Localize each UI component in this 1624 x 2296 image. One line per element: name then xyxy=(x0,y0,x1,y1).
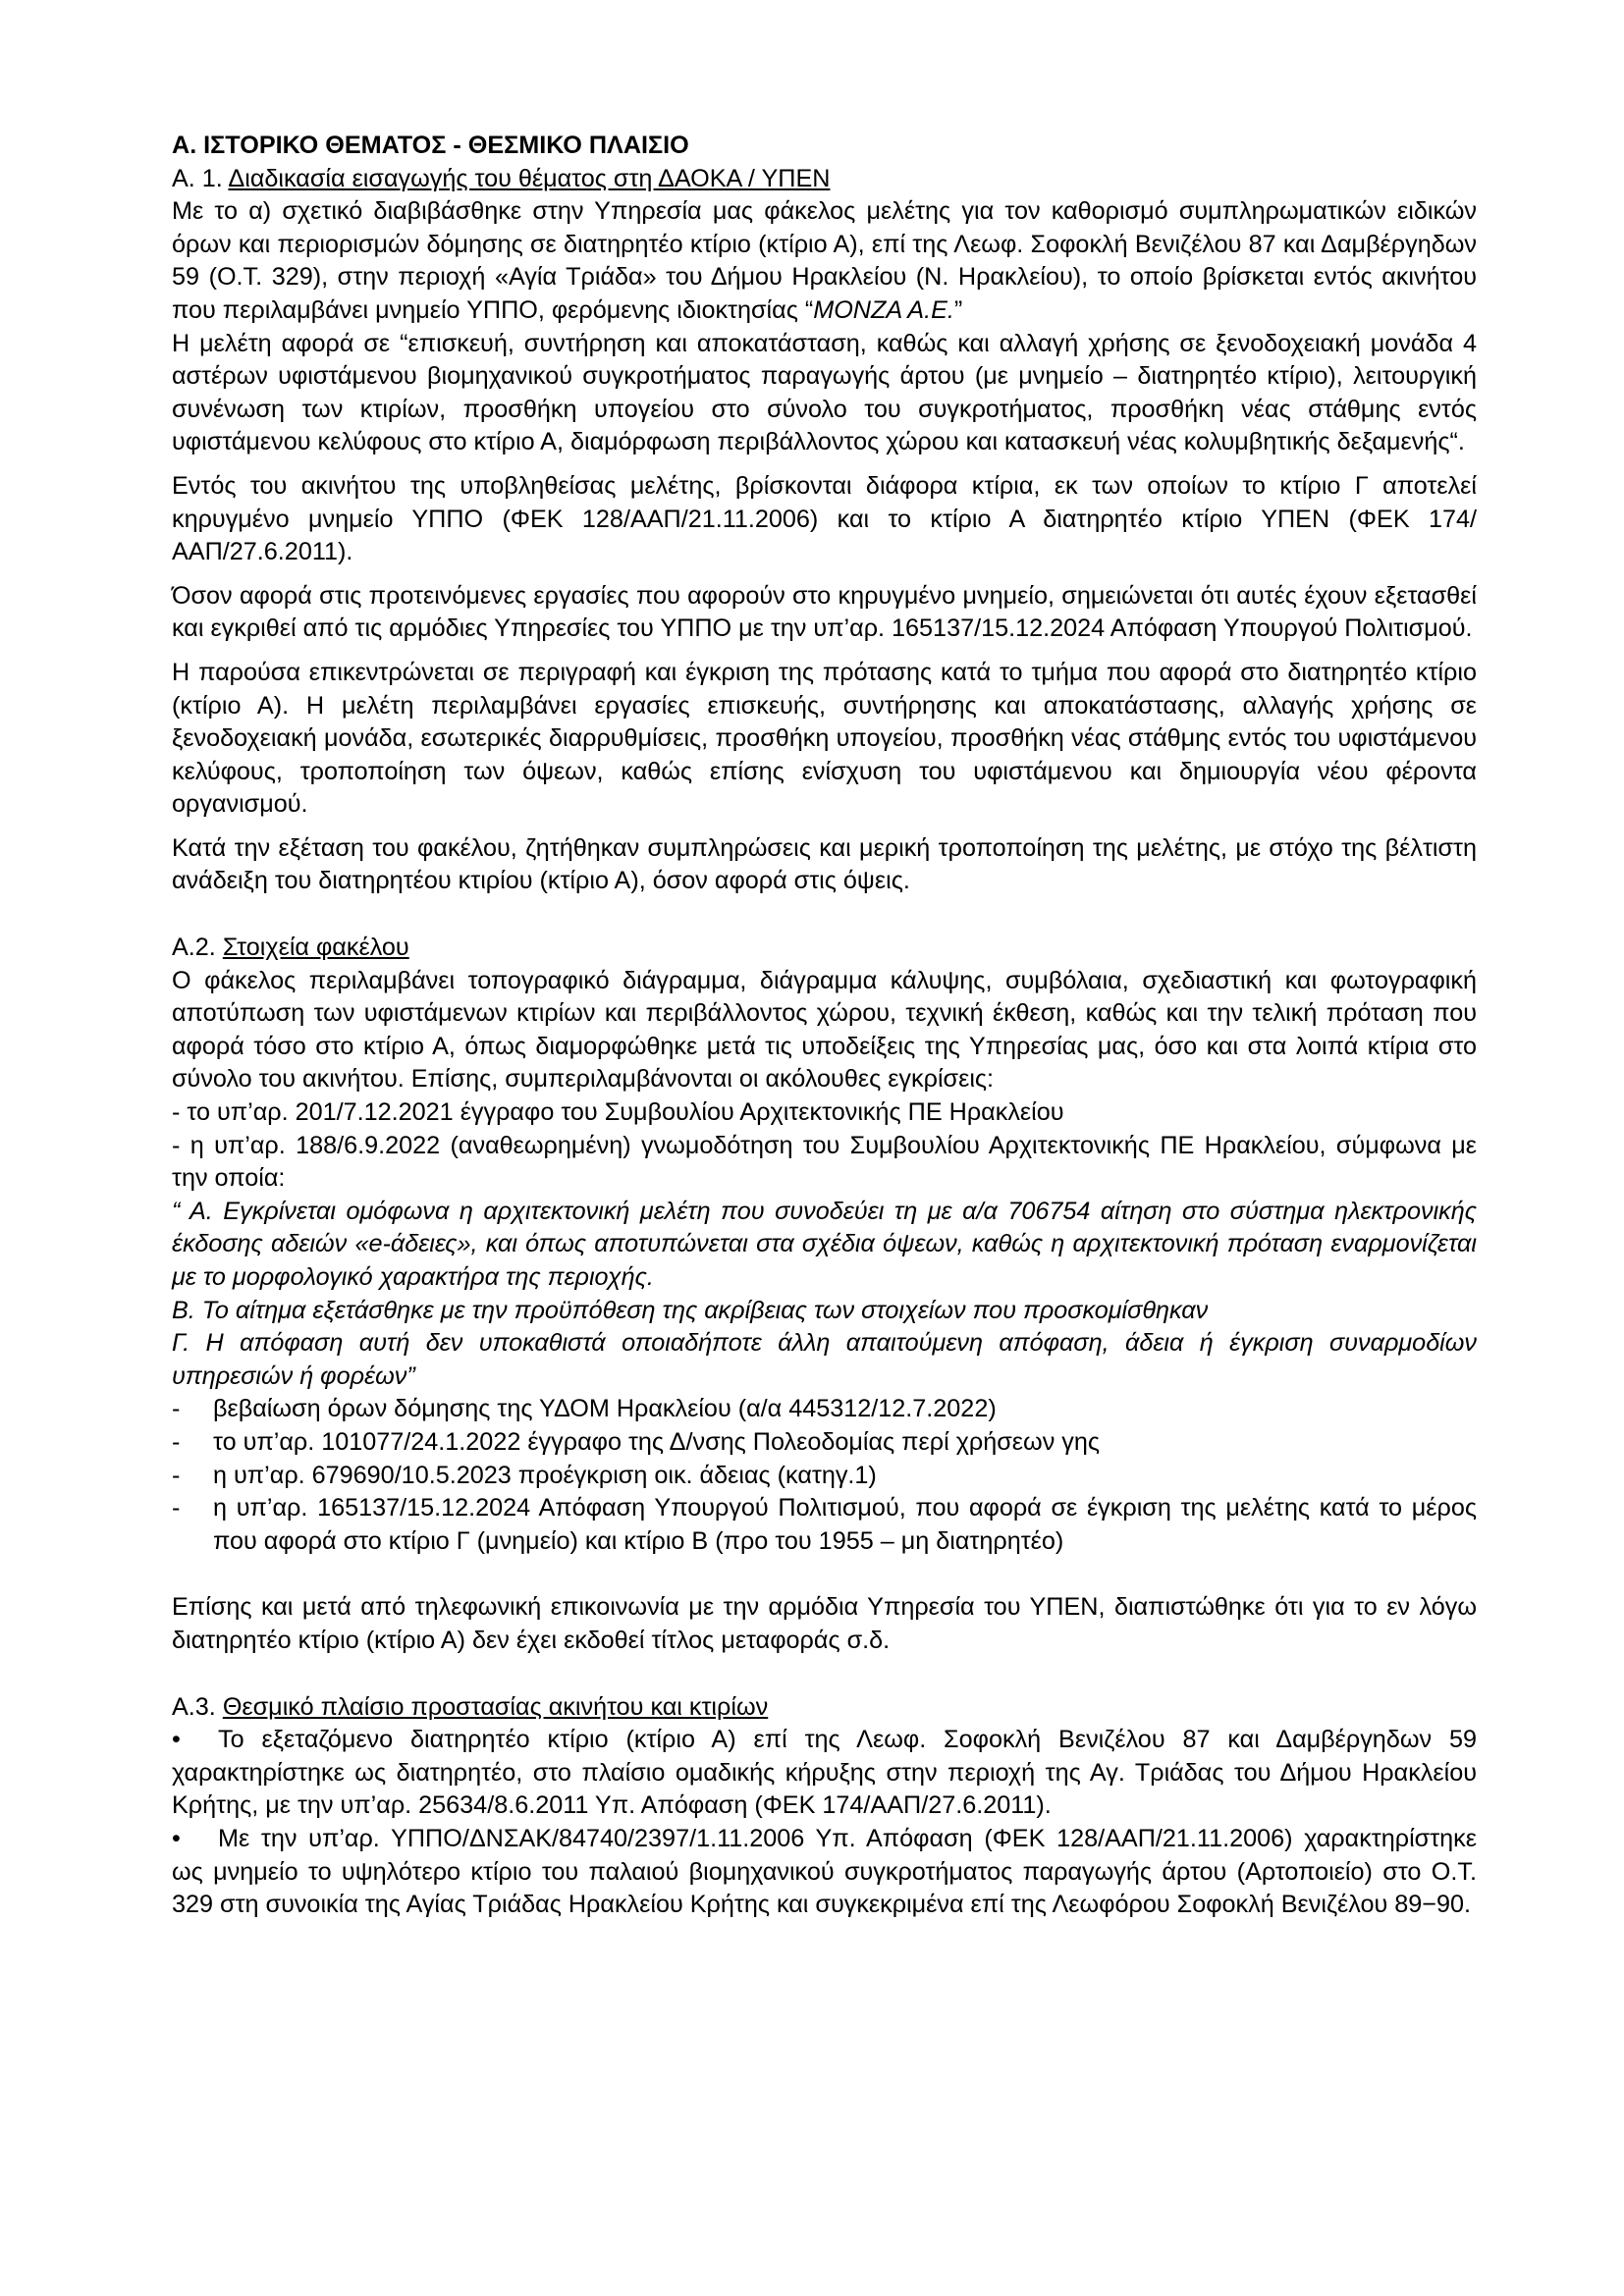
bullet-marker: • xyxy=(172,1824,181,1852)
paragraph: Η μελέτη αφορά σε “επισκευή, συντήρηση και αποκατάσταση, καθώς και αλλαγή χρήσης σε ξενοδοχειακή μονάδα 4 αστέρων υφιστάμενου βιομηχανικού συγκροτήματος παραγωγής άρτου (με μνημείο – διατηρητέο κτίριο), λειτουργική συνένωση των κτιρίων, προσθήκη υπογείου στο σύνολο του συγκροτήματος, προσθήκη νέας στάθμης εντός υφιστάμενου κελύφους στο κτίριο Α, διαμόρφωση περιβάλλοντος χώρου και κατασκευή νέας κολυμβητικής δεξαμενής“. xyxy=(172,329,1477,456)
list-item-text: βεβαίωση όρων δόμησης της ΥΔΟΜ Ηρακλείου (α/α 445312/12.7.2022) xyxy=(213,1395,997,1423)
section-a2-number: Α.2. xyxy=(172,934,216,962)
section-a2-title: Στοιχεία φακέλου xyxy=(222,934,409,962)
quote: Γ. Η απόφαση αυτή δεν υποκαθιστά οποιαδήποτε άλλη απαιτούμενη απόφαση, άδεια ή έγκριση συναρμοδίων υπηρεσιών ή φορέων” xyxy=(172,1329,1477,1390)
paragraph: Ο φάκελος περιλαμβάνει τοπογραφικό διάγραμμα, διάγραμμα κάλυψης, συμβόλαια, σχεδιαστική και φωτογραφική αποτύπωση των υφιστάμενων κτιρίων και περιβάλλοντος χώρου, τεχνική έκθεση, καθώς και την τελική πρόταση που αφορά τόσο στο κτίριο Α, όπως διαμορφώθηκε μετά τις υποδείξεις της Υπηρεσίας μας, όσο και στα λοιπά κτίρια στο σύνολο του ακινήτου. Επίσης, συμπεριλαμβάνονται οι ακόλουθες εγκρίσεις: xyxy=(172,966,1477,1094)
paragraph: Εντός του ακινήτου της υποβληθείσας μελέτης, βρίσκονται διάφορα κτίρια, εκ των οποίων το κτίριο Γ αποτελεί κηρυγμένο μνημείο ΥΠΠΟ (ΦΕΚ 128/ΑΑΠ/21.11.2006) και το κτίριο Α διατηρητέο κτίριο ΥΠΕΝ (ΦΕΚ 174/ΑΑΠ/27.6.2011). xyxy=(172,471,1477,566)
paragraph: Επίσης και μετά από τηλεφωνική επικοινωνία με την αρμόδια Υπηρεσία του ΥΠΕΝ, διαπιστώθηκε ότι για το εν λόγω διατηρητέο κτίριο (κτίριο Α) δεν έχει εκδοθεί τίτλος μεταφοράς σ.δ. xyxy=(172,1593,1477,1654)
dash-marker: - xyxy=(172,1395,181,1423)
paragraph xyxy=(172,195,1477,327)
section-a1-number: Α. 1. xyxy=(172,164,223,192)
paragraph-text: Με το α) σχετικό διαβιβάσθηκε στην Υπηρεσία μας φάκελος μελέτης για τον καθορισμό συμπληρωματικών ειδικών όρων και περιορισμών δόμησης σε διατηρητέο κτίριο (κτίριο Α), επί της Λεωφ. Σοφοκλή Βενιζέλου 87 και Δαμβέργηδων 59 (Ο.Τ. 329), στην περιοχή «Αγία Τριάδα» του Δήμου Ηρακλείου (Ν. Ηρακλείου), το οποίο βρίσκεται εντός ακινήτου που περιλαμβάνει μνημείο ΥΠΠΟ, φερόμενης ιδιοκτησίας “ xyxy=(172,197,1477,324)
section-a1-heading xyxy=(172,163,1477,196)
bullet-item xyxy=(172,1724,1477,1823)
dash-marker: - xyxy=(172,1461,181,1489)
dash-marker: - xyxy=(172,1427,181,1456)
list-item xyxy=(172,1393,1477,1426)
list-item: - η υπ’αρ. 188/6.9.2022 (αναθεωρημένη) γνωμοδότηση του Συμβουλίου Αρχιτεκτονικής ΠΕ Ηρακλείου, σύμφωνα με την οποία: xyxy=(172,1131,1477,1193)
list-item xyxy=(172,1426,1477,1460)
paragraph-text: ” xyxy=(953,295,963,324)
section-a2-heading xyxy=(172,932,1477,965)
list-item xyxy=(172,1492,1477,1558)
bullet-item xyxy=(172,1823,1477,1922)
quote: “ Α. Εγκρίνεται ομόφωνα η αρχιτεκτονική μελέτη που συνοδεύει τη με α/α 706754 αίτηση στο σύστημα ηλεκτρονικής έκδοσης αδειών «e-άδειες», και όπως αποτυπώνεται στα σχέδια όψεων, καθώς η αρχιτεκτονική πρόταση εναρμονίζεται με το μορφολογικό χαρακτήρα της περιοχής. xyxy=(172,1197,1477,1291)
paragraph: Όσον αφορά στις προτεινόμενες εργασίες που αφορούν στο κηρυγμένο μνημείο, σημειώνεται ότι αυτές έχουν εξετασθεί και εγκριθεί από τις αρμόδιες Υπηρεσίες του ΥΠΠΟ με την υπ’αρ. 165137/15.12.2024 Απόφαση Υπουργού Πολιτισμού. xyxy=(172,581,1477,643)
section-a3-title: Θεσμικό πλαίσιο προστασίας ακινήτου και κτιρίων xyxy=(222,1692,769,1721)
quote: Β. Το αίτημα εξετάσθηκε με την προϋπόθεση της ακρίβειας των στοιχείων που προσκομίσθηκαν xyxy=(172,1296,1209,1324)
list-item-text: η υπ’αρ. 165137/15.12.2024 Απόφαση Υπουργού Πολιτισμού, που αφορά σε έγκριση της μελέτης κατά το μέρος που αφορά στο κτίριο Γ (μνημείο) και κτίριο Β (προ του 1955 – μη διατηρητέο) xyxy=(213,1494,1477,1555)
bullet-text: Το εξεταζόμενο διατηρητέο κτίριο (κτίριο Α) επί της Λεωφ. Σοφοκλή Βενιζέλου 87 και Δαμβέργηδων 59 χαρακτηρίστηκε ως διατηρητέο, στο πλαίσιο ομαδικής κήρυξης στην περιοχή της Αγ. Τριάδας του Δήμου Ηρακλείου Κρήτης, με την υπ’αρ. 25634/8.6.2011 Υπ. Απόφαση (ΦΕΚ 174/ΑΑΠ/27.6.2011). xyxy=(172,1726,1477,1820)
paragraph: Κατά την εξέταση του φακέλου, ζητήθηκαν συμπληρώσεις και μερική τροποποίηση της μελέτης, με στόχο της βέλτιστη ανάδειξη του διατηρητέου κτιρίου (κτίριο Α), όσον αφορά στις όψεις. xyxy=(172,833,1477,895)
section-a3-heading xyxy=(172,1691,1477,1725)
main-heading: Α. ΙΣΤΟΡΙΚΟ ΘΕΜΑΤΟΣ - ΘΕΣΜΙΚΟ ΠΛΑΙΣΙΟ xyxy=(172,132,689,159)
section-a1-title: Διαδικασία εισαγωγής του θέματος στη ΔΑΟΚΑ / ΥΠΕΝ xyxy=(228,164,831,192)
paragraph: Η παρούσα επικεντρώνεται σε περιγραφή και έγκριση της πρότασης κατά το τμήμα που αφορά στο διατηρητέο κτίριο (κτίριο Α). Η μελέτη περιλαμβάνει εργασίες επισκευής, συντήρησης και αποκατάστασης, αλλαγής χρήσης σε ξενοδοχειακή μονάδα, εσωτερικές διαρρυθμίσεις, προσθήκη υπογείου, προσθήκη νέας στάθμης εντός του υφιστάμενου κελύφους, τροποποίηση των όψεων, καθώς επίσης ενίσχυση του υφιστάμενου και δημιουργία νέου φέροντα οργανισμού. xyxy=(172,658,1477,819)
bullet-text: Με την υπ’αρ. ΥΠΠΟ/ΔΝΣΑΚ/84740/2397/1.11.2006 Υπ. Απόφαση (ΦΕΚ 128/ΑΑΠ/21.11.2006) χαρακτηρίστηκε ως μνημείο το υψηλότερο κτίριο του παλαιού βιομηχανικού συγκροτήματος παραγωγής άρτου (Αρτοποιείο) στο Ο.Τ. 329 στη συνοικία της Αγίας Τριάδας Ηρακλείου Κρήτης και συγκεκριμένα επί της Λεωφόρου Σοφοκλή Βενιζέλου 89−90. xyxy=(172,1824,1477,1919)
section-a3-number: Α.3. xyxy=(172,1692,216,1721)
list-item xyxy=(172,1460,1477,1493)
company-name: ΜΟΝΖΑ Α.Ε. xyxy=(813,295,954,324)
list-item-text: η υπ’αρ. 679690/10.5.2023 προέγκριση οικ. άδειας (κατηγ.1) xyxy=(213,1461,877,1489)
bullet-marker: • xyxy=(172,1726,181,1754)
list-item-text: το υπ’αρ. 101077/24.1.2022 έγγραφο της Δ/νσης Πολεοδομίας περί χρήσεων γης xyxy=(213,1427,1101,1456)
dash-marker: - xyxy=(172,1494,181,1522)
list-item: - το υπ’αρ. 201/7.12.2021 έγγραφο του Συμβουλίου Αρχιτεκτονικής ΠΕ Ηρακλείου xyxy=(172,1098,1064,1127)
